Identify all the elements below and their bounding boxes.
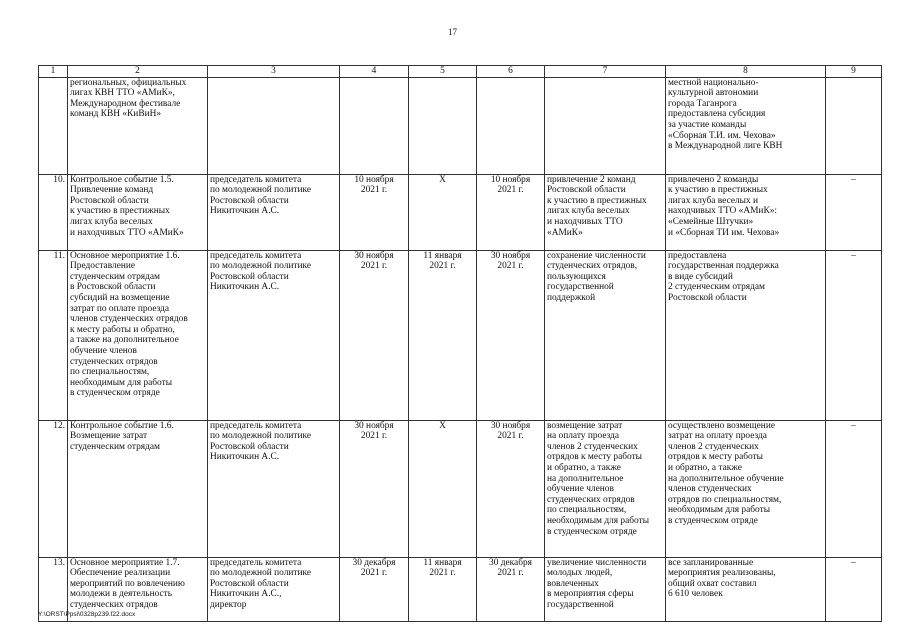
report-table: [38, 65, 882, 622]
actual-end-date: 30 ноября 2021 г.: [477, 250, 545, 420]
planned-date: 30 ноября 2021 г.: [340, 420, 409, 557]
header-row: [39, 66, 882, 78]
column-header: 1: [39, 66, 68, 78]
column-header: 8: [666, 66, 826, 78]
deviation-reason: –: [826, 250, 882, 420]
actual-result: предоставлена государственная поддержка в виде субсидий 2 студенческим отрядам Ростовской области: [666, 250, 826, 420]
deviation-reason: [826, 77, 882, 174]
planned-result: увеличение численности молодых людей, вовлеченных в мероприятия сферы государственной: [545, 557, 666, 621]
planned-result: [545, 77, 666, 174]
actual-start-date: 11 января 2021 г.: [409, 250, 477, 420]
planned-date: 30 декабря 2021 г.: [340, 557, 409, 621]
event-name: региональных, официальных лигах КВН ТТО «АМиК», Международном фестивале команд КВН «КиВиН»: [68, 77, 208, 174]
actual-start-date: Х: [409, 420, 477, 557]
actual-result: местной национально- культурной автономии города Таганрога предоставлена субсидия за участие команды «Сборная Т.И. им. Чехова» в Международной лиге КВН: [666, 77, 826, 174]
column-header: 5: [409, 66, 477, 78]
column-header: 9: [826, 66, 882, 78]
planned-result: привлечение 2 команд Ростовской области к участию в престижных лигах клуба веселых и находчивых ТТО «АМиК»: [545, 174, 666, 250]
planned-result: сохранение численности студенческих отрядов, пользующихся государственной поддержкой: [545, 250, 666, 420]
planned-date: 30 ноября 2021 г.: [340, 250, 409, 420]
responsible-person: председатель комитета по молодежной политике Ростовской области Никиточкин А.С.: [208, 174, 340, 250]
actual-result: привлечено 2 команды к участию в престижных лигах клуба веселых и находчивых ТТО «АМиК»: «Семейные Штучки» и «Сборная ТИ им. Чехова»: [666, 174, 826, 250]
actual-end-date: 30 ноября 2021 г.: [477, 420, 545, 557]
column-header: 6: [477, 66, 545, 78]
event-name: Контрольное событие 1.5. Привлечение команд Ростовской области к участию в престижных лигах клуба веселых и находчивых ТТО «АМиК»: [68, 174, 208, 250]
row-number: 11.: [39, 250, 68, 420]
actual-start-date: 11 января 2021 г.: [409, 557, 477, 621]
column-header: 4: [340, 66, 409, 78]
responsible-person: председатель комитета по молодежной политике Ростовской области Никиточкин А.С., директор: [208, 557, 340, 621]
column-header: 3: [208, 66, 340, 78]
table-row: [39, 557, 882, 621]
event-name: Основное мероприятие 1.6. Предоставление студенческим отрядам в Ростовской области субсидий на возмещение затрат по оплате проезда членов студенческих отрядов к месту работы и обратно, а также на дополнительное обучение членов студенческих отрядов по специальностям, необходимым для работы в студенческом отряде: [68, 250, 208, 420]
deviation-reason: –: [826, 557, 882, 621]
responsible-person: председатель комитета по молодежной политике Ростовской области Никиточкин А.С.: [208, 420, 340, 557]
table-body: [39, 66, 882, 622]
page-number: 17: [448, 27, 457, 37]
planned-result: возмещение затрат на оплату проезда членов 2 студенческих отрядов к месту работы и обратно, а также на дополнительное обучение членов студенческих отрядов по специальностям, необходимым для работы в студенческом отряде: [545, 420, 666, 557]
row-number: [39, 77, 68, 174]
table-row: [39, 420, 882, 557]
table-row: [39, 174, 882, 250]
actual-end-date: 30 декабря 2021 г.: [477, 557, 545, 621]
file-path-footer: Y:\ORST\Ppsi\0328p239.f22.docx: [38, 611, 136, 618]
column-header: 2: [68, 66, 208, 78]
actual-result: все запланированные мероприятия реализованы, общий охват составил 6 610 человек: [666, 557, 826, 621]
deviation-reason: –: [826, 420, 882, 557]
column-header: 7: [545, 66, 666, 78]
row-number: 10.: [39, 174, 68, 250]
table-row: [39, 77, 882, 174]
responsible-person: председатель комитета по молодежной политике Ростовской области Никиточкин А.С.: [208, 250, 340, 420]
row-number: 12.: [39, 420, 68, 557]
actual-start-date: [409, 77, 477, 174]
row-number: 13.: [39, 557, 68, 621]
actual-result: осуществлено возмещение затрат на оплату проезда членов 2 студенческих отрядов к месту работы и обратно, а также на дополнительное обучение членов студенческих отрядов по специальностям, необходимым для работы в студенческом отряде: [666, 420, 826, 557]
actual-end-date: [477, 77, 545, 174]
table-row: [39, 250, 882, 420]
responsible-person: [208, 77, 340, 174]
planned-date: 10 ноября 2021 г.: [340, 174, 409, 250]
deviation-reason: –: [826, 174, 882, 250]
event-name: Основное мероприятие 1.7. Обеспечение реализации мероприятий по вовлечению молодежи в деятельность студенческих отрядов: [68, 557, 208, 621]
planned-date: [340, 77, 409, 174]
actual-start-date: Х: [409, 174, 477, 250]
actual-end-date: 10 ноября 2021 г.: [477, 174, 545, 250]
event-name: Контрольное событие 1.6. Возмещение затрат студенческим отрядам: [68, 420, 208, 557]
